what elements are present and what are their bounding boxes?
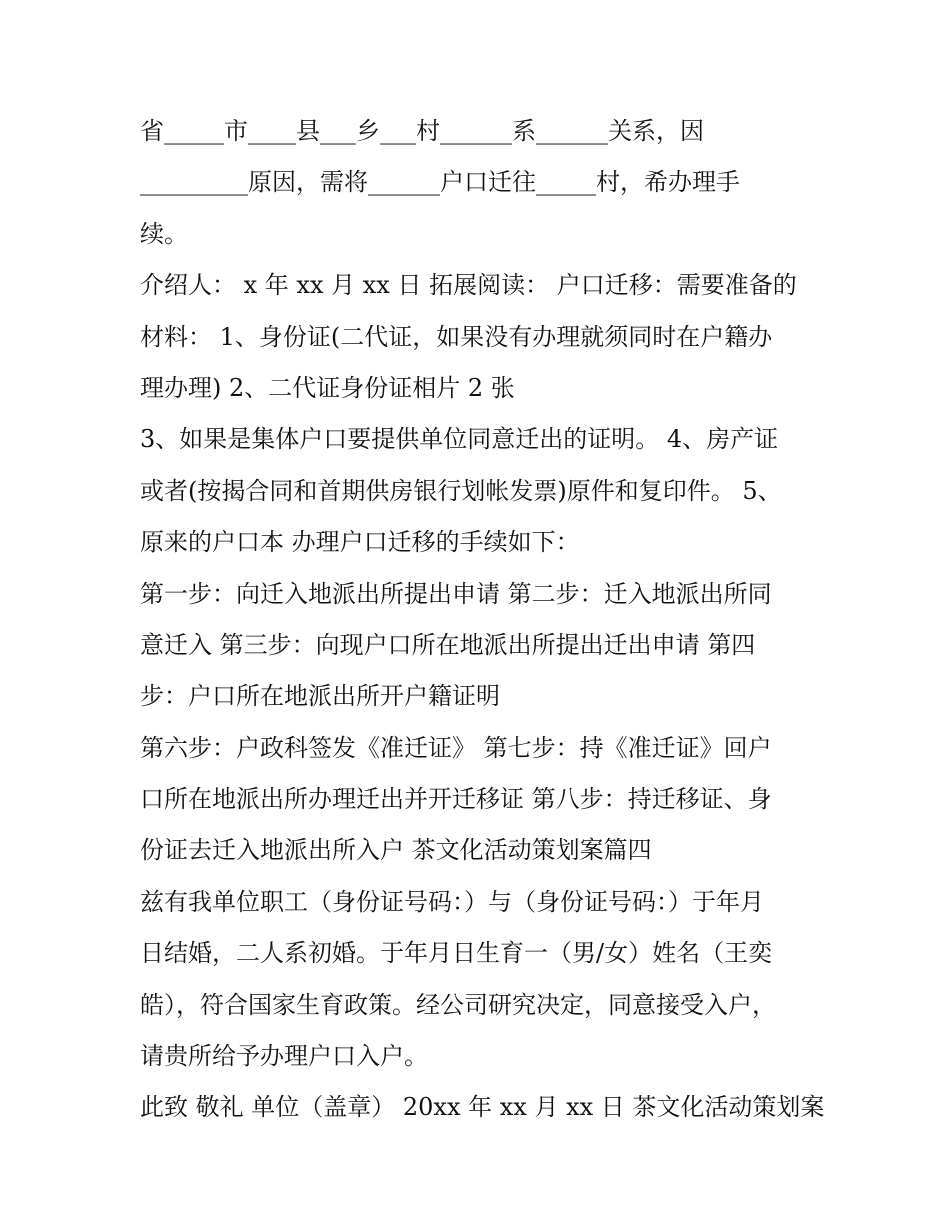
text-line: 皓），符合国家生育政策。经公司研究决定，同意接受入户， bbox=[140, 990, 776, 1019]
text-line: 请贵所给予办理户口入户。 bbox=[140, 1042, 428, 1071]
document-body bbox=[140, 106, 825, 1134]
text-line: 理办理) 2、二代证身份证相片 2 张 bbox=[140, 373, 515, 402]
text-line: 续。 bbox=[140, 219, 188, 248]
text-line: 意迁入 第三步：向现户口所在地派出所提出迁出申请 第四 bbox=[140, 630, 756, 659]
text-line: 3、如果是集体户口要提供单位同意迁出的证明。 4、房产证 bbox=[140, 425, 779, 454]
text-line: 或者(按揭合同和首期供房银行划帐发票)原件和复印件。 5、 bbox=[140, 476, 782, 505]
text-line: 日结婚，二人系初婚。于年月日生育一（男/女）姓名（王奕 bbox=[140, 939, 773, 968]
text-line: 此致 敬礼 单位（盖章） 20xx 年 xx 月 xx 日 茶文化活动策划案 bbox=[140, 1093, 825, 1122]
text-line: _________原因，需将______户口迁往_____村，希办理手 bbox=[140, 168, 740, 197]
text-line: 介绍人： x 年 xx 月 xx 日 拓展阅读： 户口迁移：需要准备的 bbox=[140, 271, 797, 300]
text-line: 原来的户口本 办理户口迁移的手续如下： bbox=[140, 528, 580, 557]
text-line: 口所在地派出所办理迁出并开迁移证 第八步：持迁移证、身 bbox=[140, 785, 772, 814]
text-line: 第六步：户政科签发《准迁证》 第七步：持《准迁证》回户 bbox=[140, 733, 772, 762]
text-line: 材料： 1、身份证(二代证，如果没有办理就须同时在户籍办 bbox=[140, 322, 773, 351]
text-line: 步：户口所在地派出所开户籍证明 bbox=[140, 682, 500, 711]
text-line: 第一步：向迁入地派出所提出申请 第二步：迁入地派出所同 bbox=[140, 579, 772, 608]
text-line: 省_____市____县___乡___村______系______关系，因 bbox=[140, 117, 704, 145]
text-line: 兹有我单位职工（身份证号码：）与（身份证号码：）于年月 bbox=[140, 887, 764, 916]
text-line: 份证去迁入地派出所入户 茶文化活动策划案篇四 bbox=[140, 836, 652, 865]
